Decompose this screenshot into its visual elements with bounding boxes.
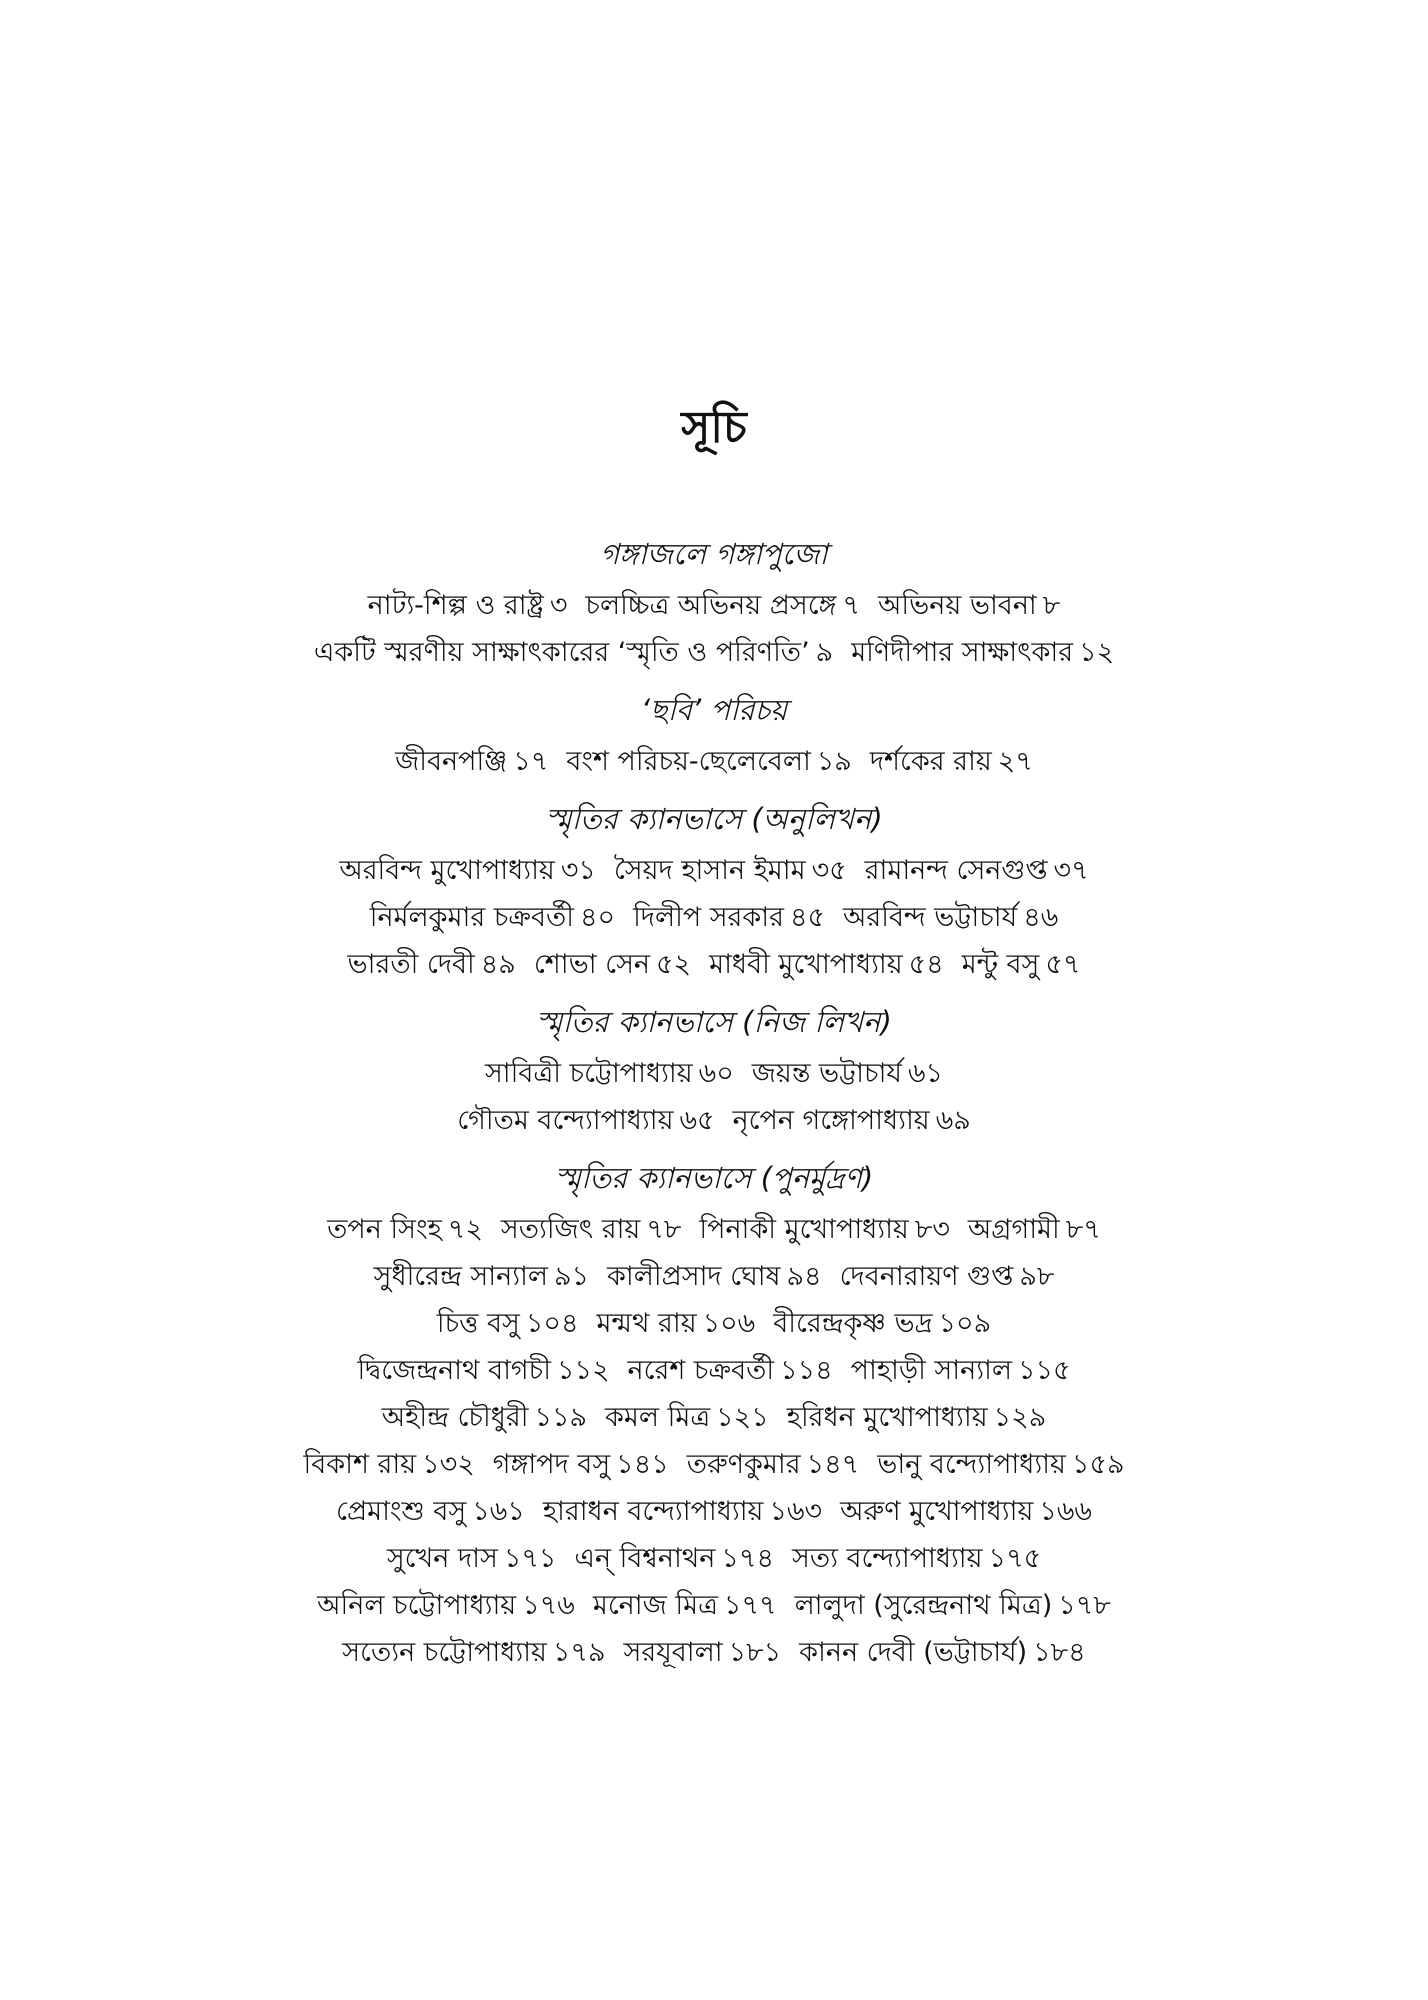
- toc-entry: [585, 590, 860, 621]
- entry-page-number: ১১২: [556, 1355, 610, 1386]
- section-heading: গঙ্গাজলে গঙ্গাপুজো: [600, 537, 828, 571]
- entry-title: অহীন্দ্র চৌধুরী: [381, 1402, 529, 1433]
- entry-page-number: ৯১: [553, 1261, 590, 1292]
- entry-title: বিকাশ রায়: [303, 1449, 417, 1480]
- toc-line: [150, 1535, 1278, 1582]
- entry-title: মাধবী মুখোপাধ্যায়: [709, 949, 903, 980]
- entry-page-number: ৯৮: [1019, 1261, 1055, 1292]
- toc-entry: [851, 1355, 1071, 1386]
- toc-entry: [877, 1449, 1124, 1480]
- entry-title: অরবিন্দ ভট্টাচার্য: [843, 902, 1018, 933]
- toc-entry: [607, 1261, 822, 1292]
- entry-page-number: ৩: [549, 590, 568, 621]
- entry-title: চিত্ত বসু: [436, 1308, 520, 1339]
- entry-page-number: ১৩২: [422, 1449, 475, 1480]
- entry-title: মণিদীপার সাক্ষাৎকার: [851, 637, 1074, 668]
- entry-title: সৈয়দ হাসান ইমাম: [613, 855, 806, 886]
- entry-page-number: ১১৯: [534, 1402, 588, 1433]
- toc-section: [150, 998, 1278, 1144]
- entry-page-number: ১৬৩: [769, 1496, 823, 1527]
- entry-title: অনিল চট্টোপাধ্যায়: [317, 1590, 517, 1621]
- entry-title: অরবিন্দ মুখোপাধ্যায়: [339, 855, 555, 886]
- entry-page-number: ১১৫: [1017, 1355, 1071, 1386]
- entry-title: সত্যজিৎ রায়: [500, 1214, 641, 1245]
- entry-title: চলচ্চিত্র অভিনয় প্রসঙ্গে: [585, 590, 837, 621]
- toc-entry: [633, 902, 825, 933]
- entry-title: বংশ পরিচয়-ছেলেবেলা: [566, 746, 811, 777]
- entry-title: শোভা সেন: [533, 949, 651, 980]
- entry-title: লালুদা (সুরেন্দ্রনাথ মিত্র): [794, 1590, 1053, 1621]
- entry-title: সাবিত্রী চট্টোপাধ্যায়: [484, 1058, 693, 1089]
- toc-entry: [870, 746, 1033, 777]
- toc-entry: [327, 1214, 483, 1245]
- toc-line: [150, 582, 1278, 629]
- toc-line: [150, 1050, 1278, 1097]
- entry-title: কমল মিত্র: [605, 1402, 711, 1433]
- section-heading: স্মৃতির ক্যানভাসে (অনুলিখন): [545, 802, 883, 836]
- table-of-contents: [150, 520, 1278, 1676]
- toc-entry: [628, 1355, 833, 1386]
- toc-entry: [733, 1105, 971, 1136]
- toc-entry: [624, 1637, 782, 1668]
- toc-entry: [840, 1496, 1092, 1527]
- toc-entry: [709, 949, 944, 980]
- toc-entry: [493, 1449, 669, 1480]
- toc-entry: [485, 1058, 734, 1089]
- entry-title: গঙ্গাপদ বসু: [492, 1449, 611, 1480]
- entry-page-number: ৯৪: [786, 1261, 822, 1292]
- section-heading: স্মৃতির ক্যানভাসে (নিজ লিখন): [536, 1005, 892, 1039]
- entry-page-number: ১৭৮: [1058, 1590, 1111, 1621]
- entry-page-number: ৯: [815, 637, 834, 668]
- toc-line: [150, 941, 1278, 988]
- entry-page-number: ৭২: [447, 1214, 483, 1245]
- toc-section: [150, 1154, 1278, 1676]
- toc-entry: [566, 746, 851, 777]
- entry-title: মন্টু বসু: [961, 949, 1040, 980]
- entry-page-number: ৩৭: [1053, 855, 1089, 886]
- entry-page-number: ৬৫: [679, 1105, 715, 1136]
- entry-page-number: ৩১: [560, 855, 596, 886]
- entry-title: ভানু বন্দ্যোপাধ্যায়: [877, 1449, 1066, 1480]
- toc-entry: [792, 1543, 1041, 1574]
- entry-page-number: ১৭: [513, 746, 549, 777]
- entry-page-number: ৪৬: [1023, 902, 1059, 933]
- entry-title: ভারতী দেবী: [347, 949, 475, 980]
- entry-title: জয়ন্ত ভট্টাচার্য: [751, 1058, 902, 1089]
- toc-entry: [342, 1637, 605, 1668]
- entry-page-number: ৪৫: [789, 902, 826, 933]
- toc-entry: [534, 949, 691, 980]
- entry-page-number: ৪৯: [480, 949, 516, 980]
- toc-entry: [787, 1402, 1046, 1433]
- entry-page-number: ১৭৯: [552, 1637, 606, 1668]
- entry-page-number: ১০৯: [938, 1308, 992, 1339]
- entry-page-number: ১৬১: [472, 1496, 525, 1527]
- toc-line: [150, 1629, 1278, 1676]
- toc-entry: [348, 949, 516, 980]
- entry-title: অভিনয় ভাবনা: [878, 590, 1037, 621]
- toc-line: [150, 629, 1278, 676]
- entry-page-number: ১৭৭: [723, 1590, 777, 1621]
- entry-page-number: ১০৬: [702, 1308, 756, 1339]
- entry-title: দর্শকের রায়: [869, 746, 992, 777]
- entry-title: দিলীপ সরকার: [633, 902, 784, 933]
- toc-entry: [368, 590, 568, 621]
- toc-entry: [614, 855, 847, 886]
- entry-title: সত্যেন চট্টোপাধ্যায়: [342, 1637, 547, 1668]
- section-heading: ‘ছবি’ পরিচয়: [640, 693, 788, 727]
- entry-page-number: ১৪১: [616, 1449, 669, 1480]
- entry-page-number: ১১৪: [780, 1355, 833, 1386]
- toc-section: [150, 686, 1278, 785]
- entry-title: নির্মলকুমার চক্রবর্তী: [369, 902, 574, 933]
- entry-title: সুধীরেন্দ্র সান্যাল: [373, 1261, 548, 1292]
- entry-title: দেবনারায়ণ গুপ্ত: [839, 1261, 1014, 1292]
- toc-entry: [865, 855, 1089, 886]
- toc-line: [150, 1253, 1278, 1300]
- entry-page-number: ৬১: [907, 1058, 944, 1089]
- toc-entry: [597, 1308, 756, 1339]
- entry-page-number: ১৭১: [503, 1543, 557, 1574]
- toc-entry: [304, 1449, 475, 1480]
- toc-entry: [339, 855, 596, 886]
- entry-page-number: ৮৩: [914, 1214, 950, 1245]
- entry-page-number: ৬৯: [935, 1105, 971, 1136]
- toc-entry: [605, 1402, 769, 1433]
- toc-entry: [968, 1214, 1101, 1245]
- toc-line: [150, 1347, 1278, 1394]
- entry-title: অরুণ মুখোপাধ্যায়: [840, 1496, 1034, 1527]
- entry-title: অগ্রগামী: [967, 1214, 1060, 1245]
- entry-page-number: ৭: [842, 590, 861, 621]
- toc-entry: [752, 1058, 943, 1089]
- entry-page-number: ৫৪: [908, 949, 944, 980]
- section-heading: স্মৃতির ক্যানভাসে (পুনর্মুদ্রণ): [554, 1161, 874, 1195]
- toc-line: [150, 1206, 1278, 1253]
- entry-title: সুখেন দাস: [386, 1543, 498, 1574]
- entry-page-number: ১৭৬: [522, 1590, 575, 1621]
- toc-entry: [699, 1214, 950, 1245]
- entry-page-number: ১৪৭: [806, 1449, 860, 1480]
- entry-title: কানন দেবী (ভট্টাচার্য): [799, 1637, 1028, 1668]
- entry-title: তরুণকুমার: [686, 1449, 801, 1480]
- entry-title: পাহাড়ী সান্যাল: [850, 1355, 1012, 1386]
- toc-entry: [387, 1543, 557, 1574]
- toc-entry: [962, 949, 1081, 980]
- toc-entry: [314, 637, 833, 668]
- toc-entry: [357, 1355, 609, 1386]
- entry-page-number: ৮৭: [1065, 1214, 1101, 1245]
- entry-title: দ্বিজেন্দ্রনাথ বাগচী: [357, 1355, 551, 1386]
- entry-title: হরিধন মুখোপাধ্যায়: [786, 1402, 988, 1433]
- entry-title: গৌতম বন্দ্যোপাধ্যায়: [457, 1105, 674, 1136]
- entry-page-number: ১৯: [816, 746, 852, 777]
- toc-entry: [457, 1105, 714, 1136]
- entry-page-number: ১৮৪: [1033, 1637, 1086, 1668]
- entry-title: বীরেন্দ্রকৃষ্ণ ভদ্র: [773, 1308, 933, 1339]
- entry-title: জীবনপঞ্জি: [395, 746, 508, 777]
- toc-entry: [543, 1496, 822, 1527]
- toc-entry: [593, 1590, 777, 1621]
- entry-title: হারাধন বন্দ্যোপাধ্যায়: [542, 1496, 764, 1527]
- entry-title: একটি স্মরণীয় সাক্ষাৎকারের ‘স্মৃতি ও পরিণতি’: [313, 637, 810, 668]
- entry-page-number: ১২১: [716, 1402, 769, 1433]
- toc-entry: [501, 1214, 681, 1245]
- toc-line: [150, 1097, 1278, 1144]
- toc-entry: [336, 1496, 525, 1527]
- page-title: সূচি: [681, 402, 747, 453]
- entry-title: পিনাকী মুখোপাধ্যায়: [699, 1214, 909, 1245]
- toc-line: [150, 738, 1278, 785]
- entry-title: সরযূবালা: [623, 1637, 723, 1668]
- entry-title: নাট্য-শিল্প ও রাষ্ট্র: [367, 590, 544, 621]
- toc-entry: [437, 1308, 579, 1339]
- toc-line: [150, 1441, 1278, 1488]
- toc-entry: [370, 902, 615, 933]
- entry-page-number: ১৭৪: [721, 1543, 774, 1574]
- entry-page-number: ৬০: [698, 1058, 734, 1089]
- entry-title: মন্মথ রায়: [596, 1308, 697, 1339]
- toc-line: [150, 1582, 1278, 1629]
- entry-title: মনোজ মিত্র: [592, 1590, 718, 1621]
- toc-entry: [840, 1261, 1055, 1292]
- entry-title: প্রেমাংশু বসু: [336, 1496, 467, 1527]
- entry-page-number: ৫২: [656, 949, 692, 980]
- entry-title: এন্ বিশ্বনাথন: [574, 1543, 716, 1574]
- toc-entry: [687, 1449, 859, 1480]
- toc-entry: [574, 1543, 774, 1574]
- entry-page-number: ১৮১: [728, 1637, 782, 1668]
- entry-page-number: ১৫৯: [1071, 1449, 1125, 1480]
- entry-title: নৃপেন গঙ্গোপাধ্যায়: [732, 1105, 930, 1136]
- toc-entry: [317, 1590, 575, 1621]
- entry-page-number: ৫৭: [1045, 949, 1081, 980]
- entry-page-number: ১৬৬: [1039, 1496, 1092, 1527]
- toc-entry: [795, 1590, 1111, 1621]
- toc-entry: [799, 1637, 1086, 1668]
- toc-line: [150, 1488, 1278, 1535]
- entry-title: কালীপ্রসাদ ঘোষ: [607, 1261, 781, 1292]
- toc-line: [150, 1394, 1278, 1441]
- toc-entry: [382, 1402, 587, 1433]
- toc-line: [150, 1300, 1278, 1347]
- entry-page-number: ৮: [1042, 590, 1061, 621]
- entry-page-number: ৭৮: [646, 1214, 682, 1245]
- toc-entry: [374, 1261, 589, 1292]
- entry-page-number: ১২: [1079, 637, 1115, 668]
- entry-page-number: ৩৫: [811, 855, 847, 886]
- toc-entry: [395, 746, 548, 777]
- entry-page-number: ৪০: [579, 902, 616, 933]
- toc-entry: [878, 590, 1060, 621]
- entry-title: সত্য বন্দ্যোপাধ্যায়: [791, 1543, 983, 1574]
- toc-section: [150, 795, 1278, 988]
- entry-page-number: ১২৯: [993, 1402, 1047, 1433]
- entry-title: রামানন্দ সেনগুপ্ত: [864, 855, 1048, 886]
- entry-title: তপন সিংহ: [327, 1214, 442, 1245]
- entry-page-number: ১০৪: [525, 1308, 579, 1339]
- toc-section: [150, 530, 1278, 676]
- toc-line: [150, 847, 1278, 894]
- toc-line: [150, 894, 1278, 941]
- toc-entry: [843, 902, 1058, 933]
- toc-entry: [773, 1308, 991, 1339]
- toc-entry: [851, 637, 1114, 668]
- entry-title: নরেশ চক্রবর্তী: [627, 1355, 775, 1386]
- entry-page-number: ১৭৫: [988, 1543, 1042, 1574]
- entry-page-number: ২৭: [997, 746, 1033, 777]
